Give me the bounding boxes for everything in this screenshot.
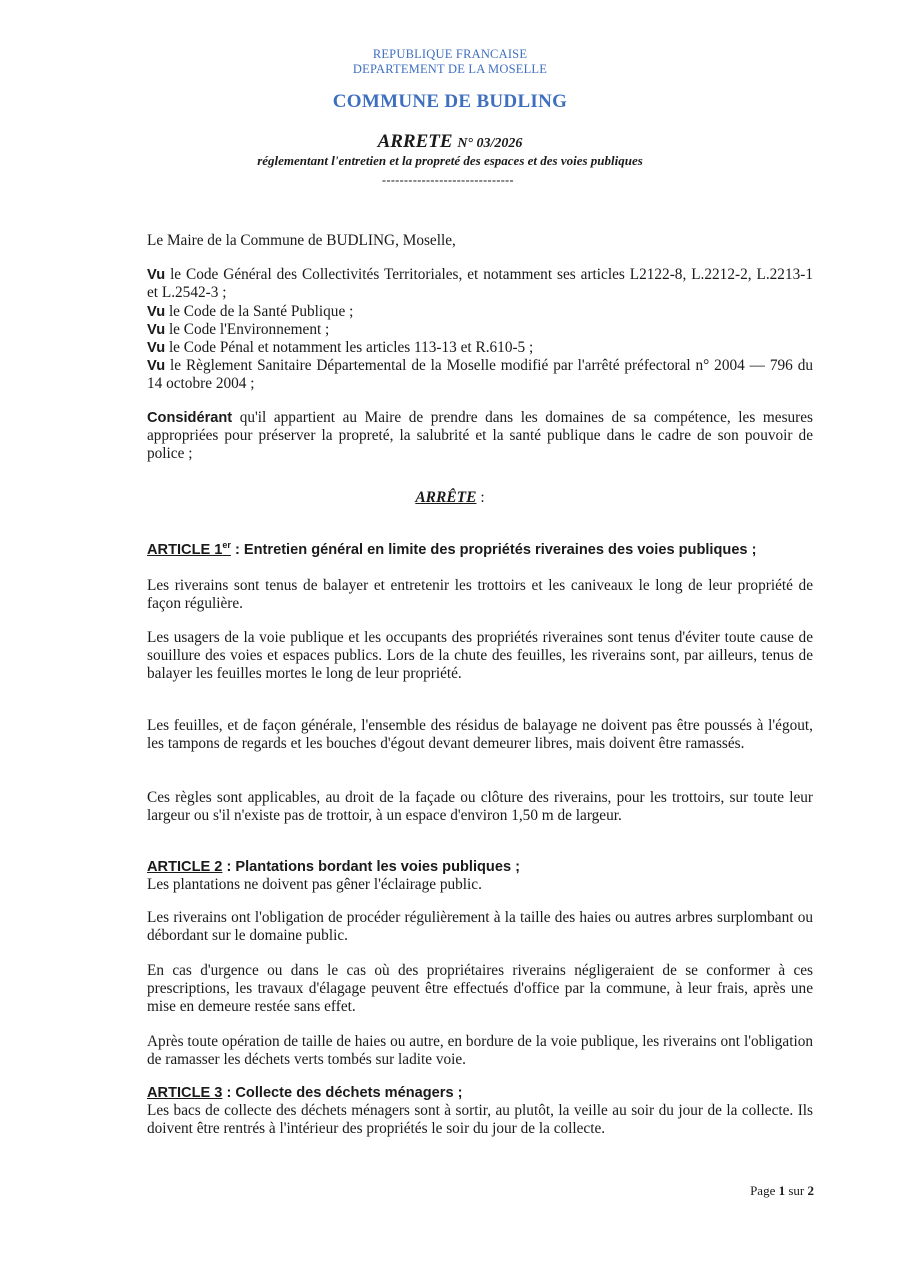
article-2-paragraph: Les riverains ont l'obligation de procéder régulièrement à la taille des haies ou autres arbres surplombant ou débordant sur le domaine public.	[147, 909, 813, 944]
vu-text: le Code l'Environnement ;	[168, 321, 330, 338]
arrete-word: ARRETE	[377, 131, 453, 152]
vu-2	[147, 303, 813, 321]
vu-text: le Code Pénal et notamment les articles 113-13 et R.610-5 ;	[168, 339, 534, 356]
article-1-label: ARTICLE 1er	[147, 540, 231, 558]
considerant	[147, 409, 813, 463]
vu-text: le Code Général des Collectivités Territoriales, et notamment ses articles L2122-8, L.2212-2, L.2213-1 et L.2542-3 ;	[147, 266, 813, 301]
vu-text: le Code de la Santé Publique ;	[168, 303, 354, 320]
article-1-sup: er	[222, 540, 231, 551]
article-2-title: : Plantations bordant les voies publiques ;	[222, 859, 520, 875]
preamble-intro: Le Maire de la Commune de BUDLING, Moselle,	[147, 232, 456, 249]
arrete-heading-word: ARRÊTE	[415, 489, 477, 506]
vu-word: Vu	[147, 267, 166, 283]
considerant-word: Considérant	[147, 410, 233, 426]
vu-word: Vu	[147, 340, 166, 356]
article-3-label: ARTICLE 3	[147, 1085, 223, 1101]
commune-title: COMMUNE DE BUDLING	[332, 91, 568, 112]
vu-1	[147, 266, 813, 302]
republic-line: REPUBLIQUE FRANCAISE	[372, 47, 528, 61]
vu-5	[147, 357, 813, 393]
considerant-text: qu'il appartient au Maire de prendre dans les domaines de sa compétence, les mesures appropriées pour préserver la propreté, la salubrité et la santé publique dans le cadre de son pouvoir de police ;	[147, 409, 814, 462]
vu-3	[147, 321, 813, 339]
arrete-heading	[0, 489, 900, 507]
article-2-paragraph: Les plantations ne doivent pas gêner l'éclairage public.	[147, 876, 482, 893]
article-1-paragraph: Les usagers de la voie publique et les occupants des propriétés riveraines sont tenus d'éviter toute cause de souillure des voies et espaces publics. Lors de la chute des feuilles, les riverains sont, par ailleurs, tenus de balayer les feuilles mortes le long de leur propriété.	[147, 629, 813, 682]
department-line: DEPARTEMENT DE LA MOSELLE	[352, 62, 548, 76]
arrete-subtitle: réglementant l'entretien et la propreté des espaces et des voies publiques	[257, 153, 643, 168]
vu-word: Vu	[147, 304, 166, 320]
article-3-paragraph: Les bacs de collecte des déchets ménagers sont à sortir, au plutôt, la veille au soir du jour de la collecte. Ils doivent être rentrés à l'intérieur des propriétés le soir du jour de la collecte.	[147, 1102, 813, 1137]
vu-word: Vu	[147, 322, 166, 338]
arrete-number: N° 03/2026	[457, 136, 523, 151]
article-2-heading	[147, 858, 813, 876]
article-2-paragraph: En cas d'urgence ou dans le cas où des propriétaires riverains négligeraient de se conformer à ces prescriptions, les travaux d'élagage peuvent être effectués d'office par la commune, à leur frais, après une mise en demeure restée sans effet.	[147, 962, 813, 1015]
article-1-paragraph: Ces règles sont applicables, au droit de la façade ou clôture des riverains, pour les trottoirs, sur toute leur largeur ou s'il n'existe pas de trottoir, à un espace d'environ 1,50 m de largeur.	[147, 789, 813, 824]
article-2-paragraph: Après toute opération de taille de haies ou autre, en bordure de la voie publique, les riverains ont l'obligation de ramasser les déchets verts tombés sur ladite voie.	[147, 1033, 813, 1068]
article-1-heading	[147, 541, 813, 559]
arrete-heading-colon: :	[476, 489, 485, 506]
article-1-paragraph: Les riverains sont tenus de balayer et entretenir les trottoirs et les caniveaux le long de leur propriété de façon régulière.	[147, 577, 813, 612]
republic-heading	[0, 47, 900, 77]
article-1-title: : Entretien général en limite des propriétés riveraines des voies publiques ;	[230, 542, 757, 558]
vu-4	[147, 339, 813, 357]
article-3-title: : Collecte des déchets ménagers ;	[222, 1085, 463, 1101]
separator: ------------------------------	[382, 173, 514, 187]
vu-word: Vu	[147, 358, 166, 374]
page-number: Page 1 sur 2	[750, 1183, 814, 1198]
article-1-paragraph: Les feuilles, et de façon générale, l'ensemble des résidus de balayage ne doivent pas être poussés à l'égout, les tampons de regards et les bouches d'égout devant demeurer libres, mais doivent être ramassés.	[147, 717, 813, 752]
article-2-label: ARTICLE 2	[147, 859, 223, 875]
article-3-heading	[147, 1084, 813, 1102]
vu-text: le Règlement Sanitaire Départemental de la Moselle modifié par l'arrêté préfectoral n° 2004 — 796 du 14 octobre 2004 ;	[147, 357, 814, 392]
arrete-title	[0, 131, 900, 153]
